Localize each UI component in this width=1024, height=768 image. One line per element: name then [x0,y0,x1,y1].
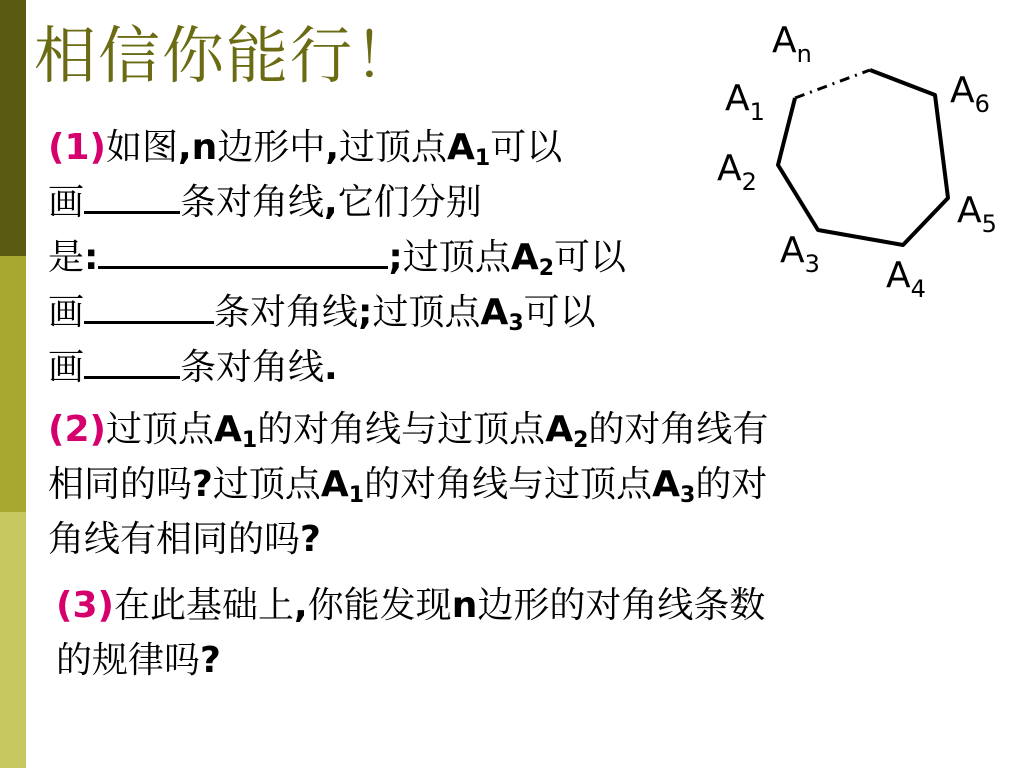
question-3 [56,578,765,688]
answer-blank[interactable] [84,287,214,324]
vertex-name: A [652,464,680,505]
q3-text: ? [200,640,221,681]
vertex-name: A [480,292,509,333]
q3-text: , [293,585,308,626]
vertex-label-a6: $A_6$ [950,70,990,118]
q1-text: 它们分别 [337,182,482,223]
q1-text: 过顶点 [372,292,481,333]
vertex-index: 1 [241,428,258,453]
q2-text: 的对角线与过顶点 [364,464,653,505]
vertex-index: 1 [474,146,491,171]
side-bar [0,0,26,768]
q2-text: 的对 [695,464,768,505]
side-bar-segment-light [0,512,26,768]
q1-text: : [84,237,99,278]
q1-text: 边形中 [217,127,326,168]
vertex-label-a2: $A_2$ [717,148,757,196]
q3-text: 的规律吗 [56,640,201,681]
vertex-name: A [510,237,539,278]
q1-text: ; [358,292,373,333]
q1-text: 过顶点 [402,237,511,278]
q2-number: (2) [48,409,106,450]
q1-text: 画 [48,347,85,388]
q3-line-1 [56,578,765,633]
question-2 [48,402,768,567]
q1-text: 是 [48,237,85,278]
q1-line-4 [48,285,626,340]
q1-line-2 [48,175,626,230]
q1-text: 画 [48,182,85,223]
vertex-index: 1 [348,483,365,508]
q1-text: 可以 [490,127,563,168]
q2-line-3 [48,512,768,567]
q3-line-2 [56,633,765,688]
q1-text: ; [388,237,403,278]
vertex-index: 3 [680,483,696,508]
vertex-label-a4: $A_4$ [886,255,926,303]
q1-line-5 [48,340,626,395]
q1-text: 过顶点 [339,127,448,168]
q1-text: 条对角线 [180,347,325,388]
answer-blank[interactable] [98,232,388,269]
q2-text: ? [192,464,213,505]
vertex-name: A [213,409,242,450]
question-1 [48,120,626,395]
vertex-index: 2 [538,256,555,281]
q1-text: . [324,347,338,388]
q2-line-1 [48,402,768,457]
answer-blank[interactable] [84,342,180,379]
vertex-label-a3: $A_3$ [780,230,820,278]
q2-text: 的对角线与过顶点 [257,409,546,450]
q1-text: 可以 [523,292,596,333]
q3-text: 边形的对角线条数 [477,585,766,626]
vertex-name: A [320,464,349,505]
q2-text: 过顶点 [212,464,321,505]
q3-number: (3) [56,585,114,626]
q1-line-1 [48,120,626,175]
q1-text: 条对角线 [214,292,359,333]
vertex-label-a5: $A_5$ [957,190,997,238]
q1-text: , [325,127,339,168]
slide-title: 相信你能行！ [34,19,419,92]
q2-line-2 [48,457,768,512]
q1-text: ,n [177,127,218,168]
q1-line-3 [48,230,626,285]
q3-text: 在此基础上 [113,585,294,626]
side-bar-segment-mid [0,256,26,512]
q3-text: n [451,585,478,626]
vertex-name: A [447,127,475,168]
polygon-figure [700,10,1020,310]
polygon-open-edge [795,70,870,98]
q1-text: 画 [48,292,85,333]
vertex-index: 2 [573,428,589,453]
q3-text: 你能发现 [307,585,452,626]
q1-text: , [324,182,338,223]
q2-text: 过顶点 [105,409,214,450]
vertex-name: A [545,409,574,450]
q2-text: 角线有相同的吗 [48,519,301,560]
vertex-label-an: $A_n$ [772,20,812,68]
side-bar-segment-dark [0,0,26,256]
vertex-label-a1: $A_1$ [725,78,765,126]
answer-blank[interactable] [84,177,180,214]
q1-text: 条对角线 [180,182,325,223]
q1-text: 可以 [554,237,627,278]
q1-number: (1) [48,127,106,168]
q2-text: ? [300,519,321,560]
q2-text: 的对角线有 [588,409,769,450]
q2-text: 相同的吗 [48,464,193,505]
q1-text: 如图 [105,127,178,168]
vertex-index: 3 [508,311,524,336]
